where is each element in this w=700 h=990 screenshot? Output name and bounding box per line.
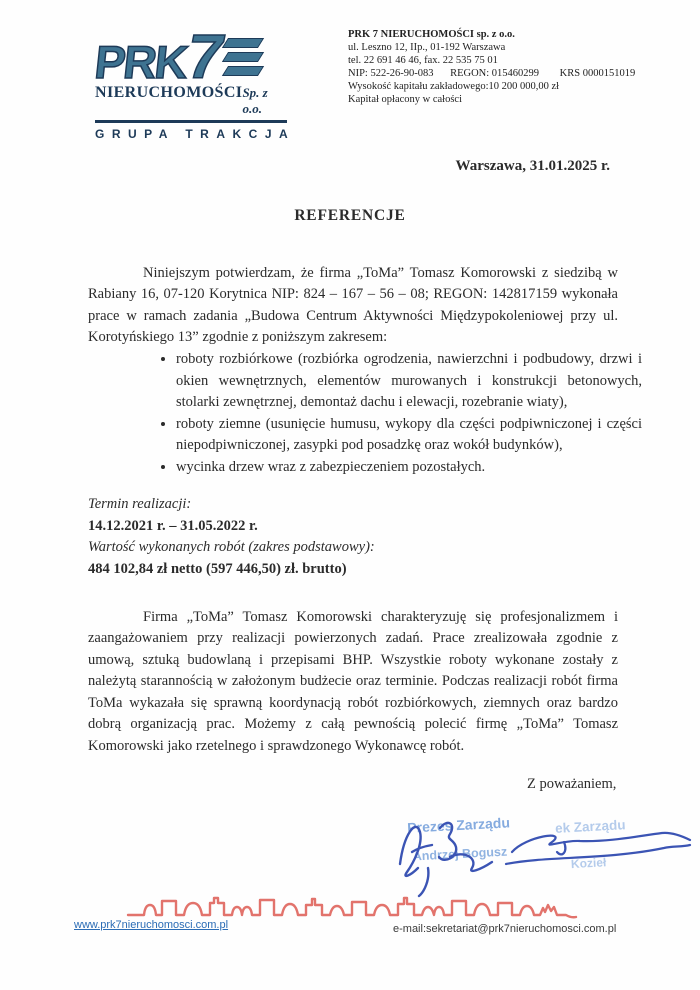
logo-wordmark: [92, 23, 287, 92]
company-nip: NIP: 522-26-90-083: [348, 68, 434, 79]
logo-prk-text: PRK: [92, 36, 189, 88]
company-logo: [92, 23, 296, 141]
company-regon: REGON: 015460299: [450, 68, 540, 79]
closing-salutation: Z poważaniem,: [527, 776, 617, 792]
term-label: Termin realizacji:: [88, 496, 192, 512]
company-krs: KRS 0000151019: [559, 68, 636, 79]
company-registry-ids: [348, 67, 668, 80]
company-phone: tel. 22 691 46 46, fax. 22 535 75 01: [348, 55, 498, 66]
contract-details-block: [88, 494, 618, 580]
list-item: • wycinka drzew wraz z zabezpieczeniem pozostałych.: [176, 457, 642, 479]
logo-spzoo-text: Sp. z o.o.: [242, 85, 268, 116]
term-value: 14.12.2021 r. – 31.05.2022 r.: [88, 517, 258, 534]
logo-seven-text: 7: [188, 23, 223, 92]
logo-nieruchomosci-text: NIERUCHOMOŚCI: [95, 84, 243, 101]
company-info-block: [348, 28, 668, 106]
value-label: Wartość wykonanych robót (zakres podstawowy):: [88, 539, 375, 555]
handwritten-signature-right: [502, 818, 694, 882]
value-amount: 484 102,84 zł netto (597 446,50) zł. brutto): [88, 560, 347, 577]
company-name: PRK 7 NIERUCHOMOŚCI sp. z o.o.: [348, 29, 515, 40]
email-text: e-mail:sekretariat@prk7nieruchomosci.com.pl: [393, 923, 617, 935]
document-title: REFERENCJE: [294, 207, 406, 224]
logo-subtitle-row: [95, 84, 287, 117]
company-address: ul. Leszno 12, IIp., 01-192 Warszawa: [348, 42, 506, 53]
body-paragraph: Firma „ToMa” Tomasz Komorowski charakteryzuję się profesjonalizmem i zaangażowaniem przy realizacji powierzonych zadań. Prace zrealizowała zgodnie z umową, sztuką budowlaną i przepisami BHP. Wszystkie roboty wykonane zostały z należytą starannością w założonym budżecie oraz terminie. Podczas realizacji robót firma ToMa wykazała się sprawną koordynacją robót rozbiórkowych, ziemnych oraz bardzo dobrą organizacją prac. Możemy z całą pewnością polecić firmę „ToMa” Tomasz Komorowski jako rzetelnego i sprawdzonego Wykonawcę robót.: [88, 608, 618, 754]
list-item: • roboty rozbiórkowe (rozbiórka ogrodzenia, nawierzchni i podbudowy, drzwi i okien wewnętrznych, elementów murowanych i konstrukcji betonowych, stolarki zewnętrznej, demontaż dachu i elewacji, rozebranie wiaty),: [176, 349, 642, 414]
intro-paragraph: Niniejszym potwierdzam, że firma „ToMa” Tomasz Komorowski z siedzibą w Rabiany 16, 07-120 Korytnica NIP: 824 – 167 – 56 – 08; REGON: 142817159 wykonała prace w ramach zadania „Budowa Centrum Aktywności Międzypokoleniowej przy ul. Korotyńskiego 13” zgodnie z poniższym zakresem:: [88, 264, 618, 345]
date-line: Warszawa, 31.01.2025 r.: [455, 158, 610, 174]
list-item: • roboty ziemne (usunięcie humusu, wykopy dla części podpiwniczonej i części niepodpiwniczonej, zasypki pod posadzkę oraz wokół budynków),: [176, 414, 642, 457]
stamp-name-right: Kozieł: [570, 855, 607, 872]
company-capital: Wysokość kapitału zakładowego:10 200 000,00 zł: [348, 81, 560, 92]
website-link[interactable]: www.prk7nieruchomosci.com.pl: [74, 919, 229, 931]
stamp-role-left: Prezes Zarządu: [406, 814, 511, 836]
logo-stripes-icon: [225, 38, 261, 76]
company-capital-paid: Kapitał opłacony w całości: [348, 94, 463, 105]
stamp-name-left: Andrzej Bogusz: [412, 844, 508, 864]
logo-divider: [95, 120, 287, 123]
scope-of-works-list: [152, 349, 642, 478]
stamp-role-right: ek Zarządu: [554, 817, 626, 836]
logo-grupa-trakcja-text: GRUPA TRAKCJA: [95, 126, 296, 141]
